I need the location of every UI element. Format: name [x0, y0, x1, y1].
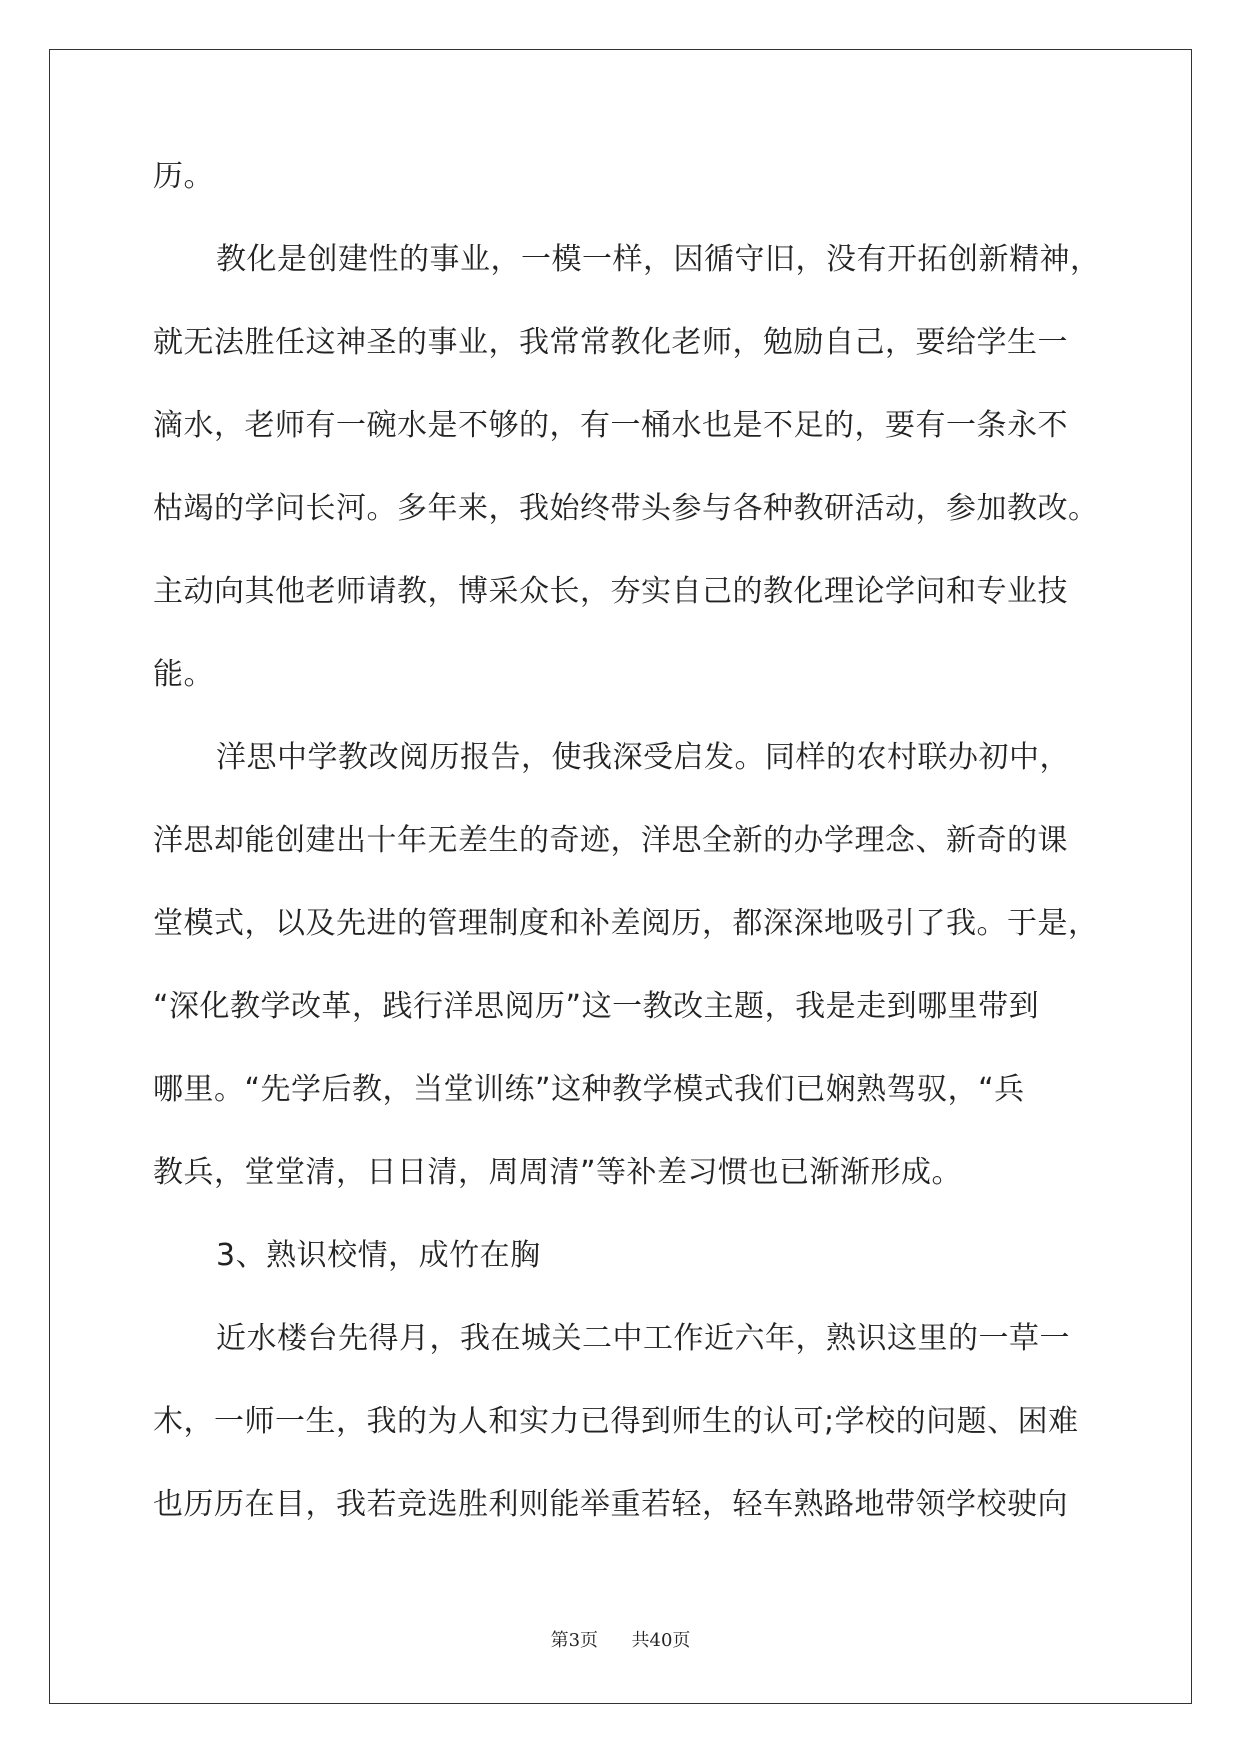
text-line: 教化是创建性的事业，一模一样，因循守旧，没有开拓创新精神，	[216, 242, 1101, 277]
text-line: “深化教学改革，践行洋思阅历”这一教改主题，我是走到哪里带到	[153, 989, 1040, 1024]
text-line: 木，一师一生，我的为人和实力已得到师生的认可;学校的问题、困难	[153, 1404, 1079, 1439]
text-line: 历。	[153, 159, 214, 194]
text-line: 哪里。“先学后教，当堂训练”这种教学模式我们已娴熟驾驭，“兵	[153, 1072, 1025, 1107]
text-line: 主动向其他老师请教，博采众长，夯实自己的教化理论学问和专业技	[153, 574, 1068, 609]
text-line: 枯竭的学问长河。多年来，我始终带头参与各种教研活动，参加教改。	[153, 491, 1099, 526]
text-line: 近水楼台先得月，我在城关二中工作近六年，熟识这里的一草一	[216, 1321, 1070, 1356]
page-number: 第3页	[550, 1630, 599, 1651]
section-heading: 3、熟识校情，成竹在胸	[216, 1238, 541, 1273]
text-line: 就无法胜任这神圣的事业，我常常教化老师，勉励自己，要给学生一	[153, 325, 1068, 360]
document-body	[153, 159, 1101, 1571]
text-line: 能。	[153, 657, 214, 692]
text-line: 教兵，堂堂清，日日清，周周清”等补差习惯也已渐渐形成。	[153, 1155, 963, 1190]
text-line: 也历历在目，我若竞选胜利则能举重若轻，轻车熟路地带领学校驶向	[153, 1487, 1068, 1522]
text-line: 滴水，老师有一碗水是不够的，有一桶水也是不足的，要有一条永不	[153, 408, 1068, 443]
page-total: 共40页	[631, 1630, 691, 1651]
text-line: 洋思却能创建出十年无差生的奇迹，洋思全新的办学理念、新奇的课	[153, 823, 1068, 858]
page-footer	[0, 1626, 1241, 1652]
text-line: 堂模式，以及先进的管理制度和补差阅历，都深深地吸引了我。于是，	[153, 906, 1099, 941]
text-line: 洋思中学教改阅历报告，使我深受启发。同样的农村联办初中，	[216, 740, 1070, 775]
